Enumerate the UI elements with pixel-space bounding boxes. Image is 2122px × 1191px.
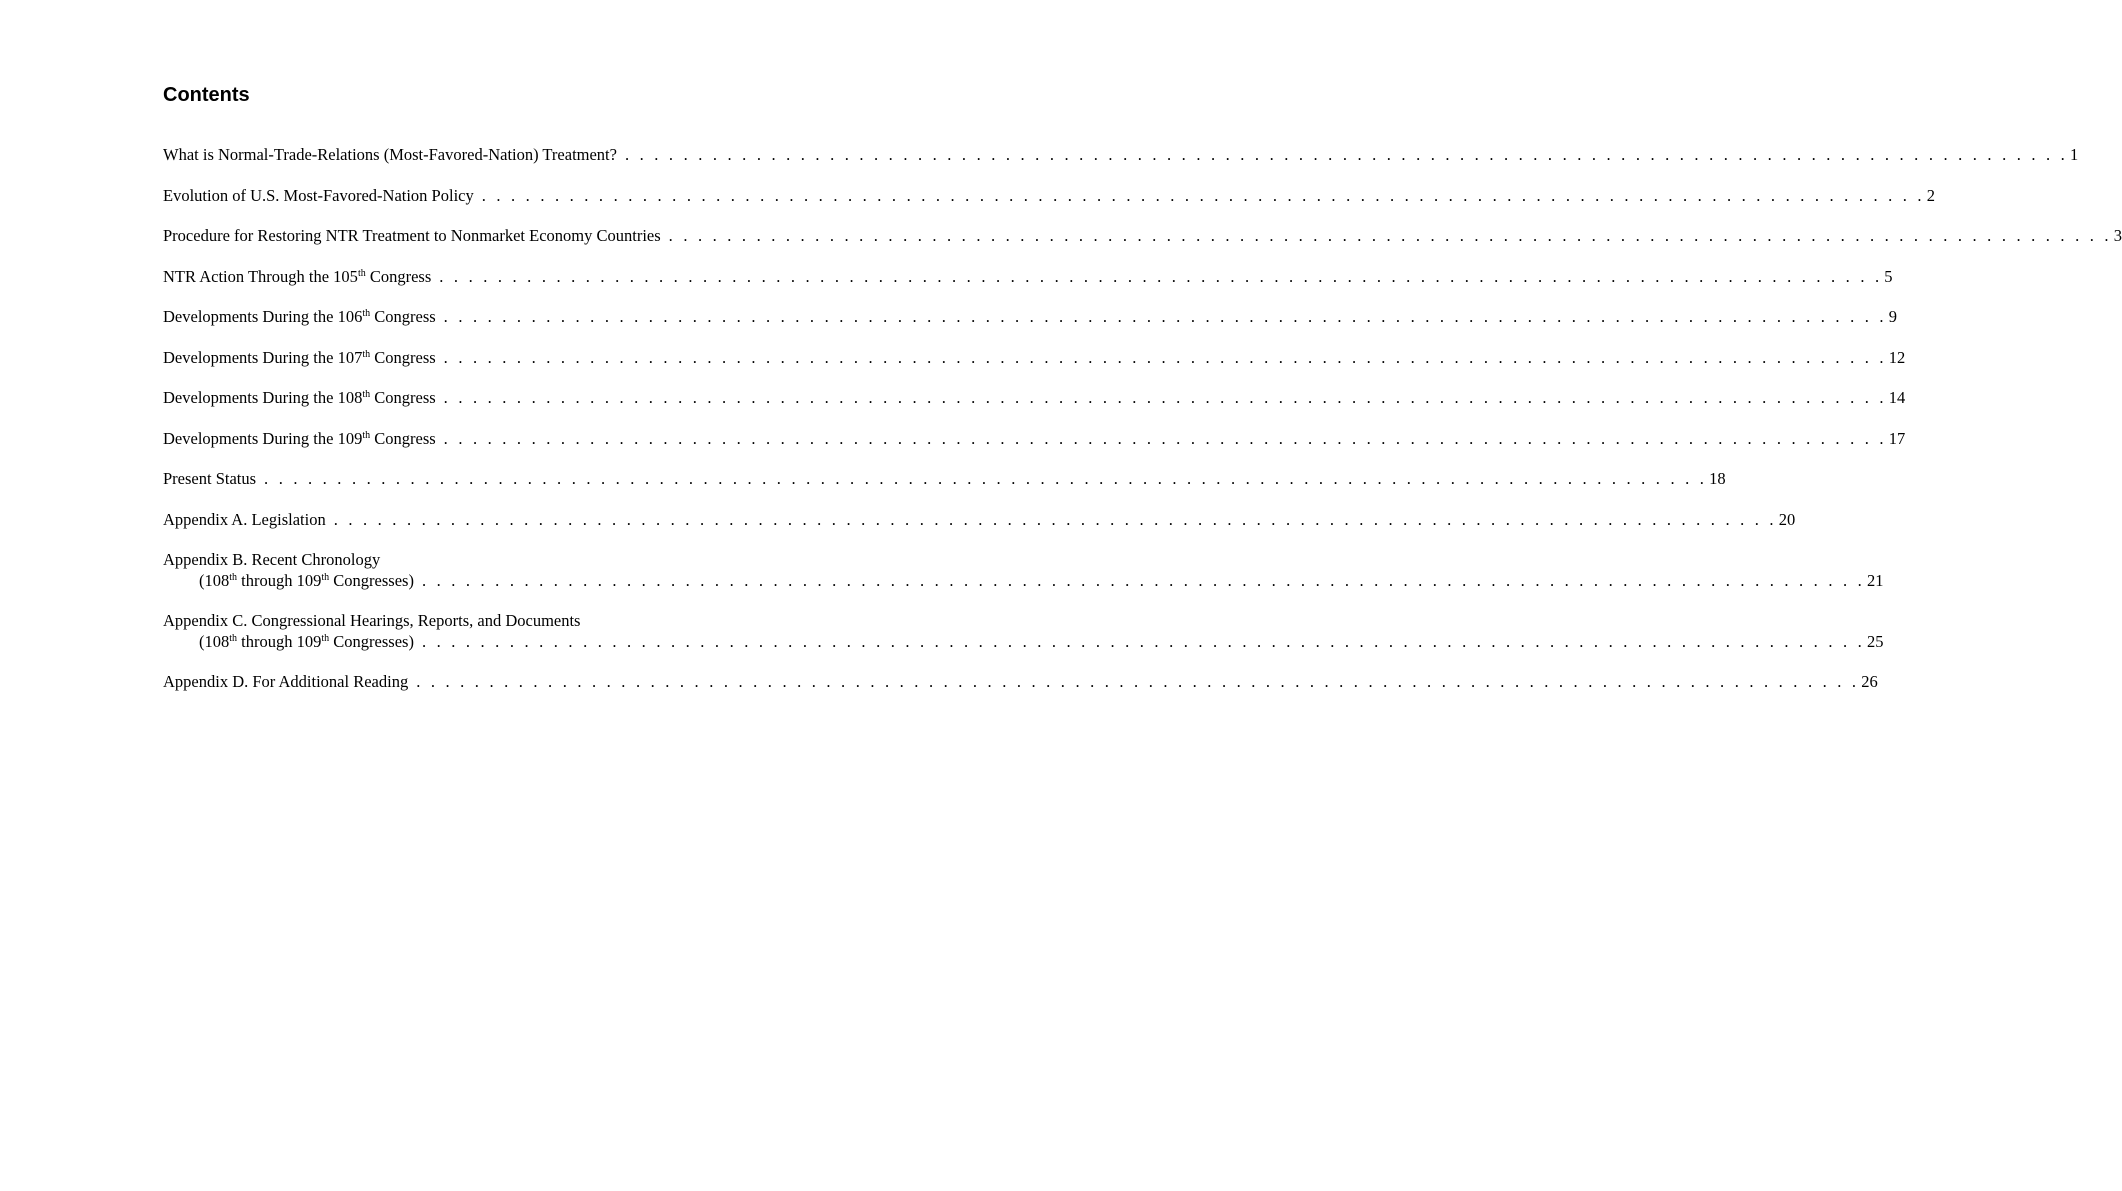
toc-entry-105th-congress[interactable] <box>163 266 1893 288</box>
dot-leader: . . . . . . . . . . . . . . . . . . . . . . . . . . . . . . . . . . . . . . . . . . . . . . . . . . . . . . . . . . . . . . . . . . . . . . . . . . . . . . . . . . . . . . . . . . . . . . . . . . . <box>624 145 2068 164</box>
toc-entry-109th-congress[interactable] <box>163 428 1906 450</box>
toc-entry-title: NTR Action Through the 105th Congress <box>163 266 432 286</box>
toc-entry-restoring-procedure[interactable] <box>163 226 2122 247</box>
dot-leader: . . . . . . . . . . . . . . . . . . . . . . . . . . . . . . . . . . . . . . . . . . . . . . . . . . . . . . . . . . . . . . . . . . . . . . . . . . . . . . . . . . . . . . . . . . . . . . . . . . . <box>668 226 2112 245</box>
dot-leader: . . . . . . . . . . . . . . . . . . . . . . . . . . . . . . . . . . . . . . . . . . . . . . . . . . . . . . . . . . . . . . . . . . . . . . . . . . . . . . . . . . . . . . . . . . . . . . . . . . . <box>264 469 1708 488</box>
toc-entry-title: Appendix A. Legislation <box>163 509 326 529</box>
dot-leader: . . . . . . . . . . . . . . . . . . . . . . . . . . . . . . . . . . . . . . . . . . . . . . . . . . . . . . . . . . . . . . . . . . . . . . . . . . . . . . . . . . . . . . . . . . . . . . . . . . . <box>443 347 1887 367</box>
toc-entry-present-status[interactable] <box>163 469 1726 490</box>
toc-entry-108th-congress[interactable] <box>163 388 1906 409</box>
toc-entry-subtitle: (108th through 109th Congresses) <box>199 631 414 651</box>
toc-entry-title: Developments During the 106th Congress <box>163 307 436 326</box>
toc-page-number: 14 <box>1888 388 1906 407</box>
toc-entry-title: Developments During the 108th Congress <box>163 388 436 407</box>
toc-entry-title: Evolution of U.S. Most-Favored-Nation Policy <box>163 185 474 205</box>
contents-page <box>163 80 2122 713</box>
toc-entry-ntr-treatment[interactable] <box>163 145 2079 166</box>
dot-leader: . . . . . . . . . . . . . . . . . . . . . . . . . . . . . . . . . . . . . . . . . . . . . . . . . . . . . . . . . . . . . . . . . . . . . . . . . . . . . . . . . . . . . . . . . . . . . . . . . . . <box>439 266 1883 286</box>
dot-leader: . . . . . . . . . . . . . . . . . . . . . . . . . . . . . . . . . . . . . . . . . . . . . . . . . . . . . . . . . . . . . . . . . . . . . . . . . . . . . . . . . . . . . . . . . . . . . . . . . . . <box>421 570 1865 590</box>
dot-leader: . . . . . . . . . . . . . . . . . . . . . . . . . . . . . . . . . . . . . . . . . . . . . . . . . . . . . . . . . . . . . . . . . . . . . . . . . . . . . . . . . . . . . . . . . . . . . . . . . . . <box>481 185 1925 205</box>
dot-leader: . . . . . . . . . . . . . . . . . . . . . . . . . . . . . . . . . . . . . . . . . . . . . . . . . . . . . . . . . . . . . . . . . . . . . . . . . . . . . . . . . . . . . . . . . . . . . . . . . . . <box>443 307 1887 326</box>
toc-entry-107th-congress[interactable] <box>163 347 1906 369</box>
toc-page-number: 20 <box>1778 509 1796 529</box>
toc-page-number: 9 <box>1888 307 1897 326</box>
toc-entry-appendix-b[interactable] <box>163 550 1884 591</box>
dot-leader: . . . . . . . . . . . . . . . . . . . . . . . . . . . . . . . . . . . . . . . . . . . . . . . . . . . . . . . . . . . . . . . . . . . . . . . . . . . . . . . . . . . . . . . . . . . . . . . . . . . <box>443 428 1887 448</box>
toc-page-number: 3 <box>2113 226 2122 245</box>
toc-entry-title: Developments During the 109th Congress <box>163 428 436 448</box>
toc-entry-title: What is Normal-Trade-Relations (Most-Favored-Nation) Treatment? <box>163 145 617 164</box>
toc-page-number: 25 <box>1866 631 1884 651</box>
toc-page-number: 18 <box>1709 469 1726 488</box>
toc-entry-title: Developments During the 107th Congress <box>163 347 436 367</box>
toc-entry-106th-congress[interactable] <box>163 307 1897 328</box>
dot-leader: . . . . . . . . . . . . . . . . . . . . . . . . . . . . . . . . . . . . . . . . . . . . . . . . . . . . . . . . . . . . . . . . . . . . . . . . . . . . . . . . . . . . . . . . . . . . . . . . . . . <box>416 672 1860 691</box>
toc-entry-title: Appendix B. Recent Chronology <box>163 550 381 569</box>
toc-page-number: 1 <box>2070 145 2079 164</box>
toc-page-number: 17 <box>1888 428 1906 448</box>
dot-leader: . . . . . . . . . . . . . . . . . . . . . . . . . . . . . . . . . . . . . . . . . . . . . . . . . . . . . . . . . . . . . . . . . . . . . . . . . . . . . . . . . . . . . . . . . . . . . . . . . . . <box>421 631 1865 651</box>
page-title: Contents <box>163 84 250 106</box>
toc-page-number: 2 <box>1926 185 1936 205</box>
toc-entry-title: Appendix D. For Additional Reading <box>163 672 409 691</box>
toc-entry-appendix-d[interactable] <box>163 672 1878 693</box>
toc-entry-appendix-a[interactable] <box>163 509 1796 531</box>
toc-entry-subtitle: (108th through 109th Congresses) <box>199 570 414 590</box>
toc-entry-title: Present Status <box>163 469 257 488</box>
toc-entry-mfn-evolution[interactable] <box>163 185 1936 207</box>
dot-leader: . . . . . . . . . . . . . . . . . . . . . . . . . . . . . . . . . . . . . . . . . . . . . . . . . . . . . . . . . . . . . . . . . . . . . . . . . . . . . . . . . . . . . . . . . . . . . . . . . . . <box>333 509 1777 529</box>
toc-entry-title: Appendix C. Congressional Hearings, Reports, and Documents <box>163 611 581 630</box>
toc-page-number: 26 <box>1861 672 1878 691</box>
dot-leader: . . . . . . . . . . . . . . . . . . . . . . . . . . . . . . . . . . . . . . . . . . . . . . . . . . . . . . . . . . . . . . . . . . . . . . . . . . . . . . . . . . . . . . . . . . . . . . . . . . . <box>443 388 1887 407</box>
toc-entry-title: Procedure for Restoring NTR Treatment to Nonmarket Economy Countries <box>163 226 661 245</box>
toc-entry-appendix-c[interactable] <box>163 611 1884 652</box>
table-of-contents <box>163 145 2122 693</box>
toc-page-number: 5 <box>1884 266 1893 286</box>
toc-page-number: 21 <box>1866 570 1884 590</box>
toc-page-number: 12 <box>1888 347 1906 367</box>
